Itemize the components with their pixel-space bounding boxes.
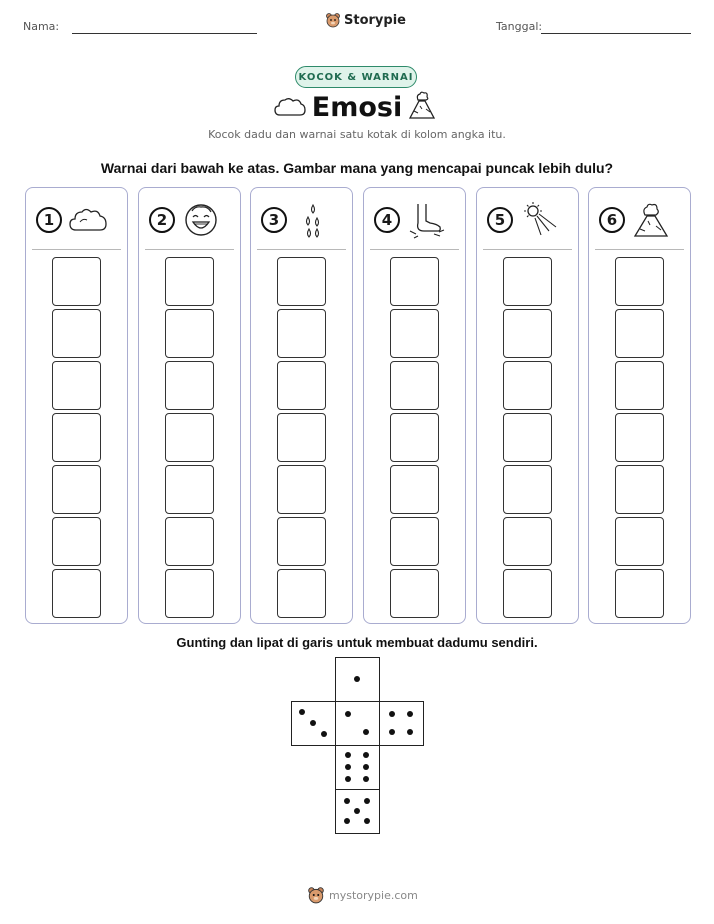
column-1 [25,187,128,624]
date-label: Tanggal: [496,20,543,33]
pip [310,720,316,726]
color-box[interactable] [615,413,664,462]
column-divider [145,249,234,250]
color-box[interactable] [503,361,552,410]
dice-face-6 [335,745,380,790]
drops-icon [293,200,333,240]
color-box[interactable] [277,361,326,410]
color-box[interactable] [277,413,326,462]
number-circle: 6 [599,207,625,233]
color-box[interactable] [615,569,664,618]
pip [344,798,350,804]
cut-instruction: Gunting dan lipat di garis untuk membuat dadumu sendiri. [176,635,538,650]
column-divider [483,249,572,250]
bear-mascot-icon [325,12,341,28]
number-circle: 2 [149,207,175,233]
pip [407,711,413,717]
color-box[interactable] [52,517,101,566]
pip [363,752,369,758]
cloud-icon [68,200,108,240]
column-divider [595,249,684,250]
dice-face-4 [379,701,424,746]
pip [345,776,351,782]
brand-name: Storypie [344,12,406,28]
stomping-foot-icon [406,200,446,240]
color-box[interactable] [52,569,101,618]
dice-face-2 [335,701,380,746]
color-box[interactable] [277,517,326,566]
color-box[interactable] [390,257,439,306]
number-circle: 5 [487,207,513,233]
column-5 [476,187,579,624]
column-header [149,200,221,240]
color-box[interactable] [615,309,664,358]
column-6 [588,187,691,624]
column-divider [32,249,121,250]
pip [363,729,369,735]
column-header [599,200,671,240]
pip [345,752,351,758]
column-header [36,200,108,240]
color-box[interactable] [52,361,101,410]
name-line[interactable] [72,33,257,34]
sun-rays-icon [519,200,559,240]
color-box[interactable] [165,309,214,358]
color-box[interactable] [52,465,101,514]
pip [321,731,327,737]
color-box[interactable] [52,413,101,462]
subtitle: Kocok dadu dan warnai satu kotak di kolom angka itu. [208,128,506,141]
color-box[interactable] [165,361,214,410]
bear-mascot-icon [307,886,325,904]
pip [389,711,395,717]
pip [354,808,360,814]
pip [407,729,413,735]
color-box[interactable] [503,413,552,462]
dice-face-5 [335,789,380,834]
column-header [374,200,446,240]
color-box[interactable] [165,257,214,306]
color-box[interactable] [277,257,326,306]
color-box[interactable] [615,465,664,514]
color-box[interactable] [390,309,439,358]
color-box[interactable] [165,413,214,462]
color-box[interactable] [503,257,552,306]
color-box[interactable] [390,413,439,462]
date-line[interactable] [541,33,691,34]
number-circle: 4 [374,207,400,233]
pip [363,764,369,770]
column-header [261,200,333,240]
column-3 [250,187,353,624]
color-box[interactable] [503,465,552,514]
color-box[interactable] [503,517,552,566]
color-box[interactable] [165,569,214,618]
column-4 [363,187,466,624]
column-header [487,200,559,240]
dice-face-3 [291,701,336,746]
color-box[interactable] [615,257,664,306]
pip [354,676,360,682]
color-box[interactable] [503,309,552,358]
pip [344,818,350,824]
color-box[interactable] [165,517,214,566]
activity-badge: KOCOK & WARNAI [295,66,417,88]
color-box[interactable] [615,361,664,410]
volcano-icon [408,90,436,120]
pip [364,798,370,804]
color-box[interactable] [390,465,439,514]
color-box[interactable] [277,569,326,618]
column-divider [370,249,459,250]
name-label: Nama: [23,20,60,33]
pip [364,818,370,824]
color-box[interactable] [503,569,552,618]
number-circle: 1 [36,207,62,233]
pip [345,711,351,717]
pip [389,729,395,735]
color-box[interactable] [390,569,439,618]
color-box[interactable] [277,465,326,514]
column-2 [138,187,241,624]
number-circle: 3 [261,207,287,233]
brand-logo [325,12,406,28]
dice-face-1 [335,657,380,702]
footer [307,886,418,904]
pip [345,764,351,770]
color-box[interactable] [52,257,101,306]
pip [299,709,305,715]
color-box[interactable] [52,309,101,358]
color-box[interactable] [277,309,326,358]
color-box[interactable] [615,517,664,566]
column-divider [257,249,346,250]
laughing-face-icon [181,200,221,240]
color-box[interactable] [165,465,214,514]
color-box[interactable] [390,361,439,410]
page-title: Emosi [311,92,403,123]
volcano-icon [631,200,671,240]
instruction-text: Warnai dari bawah ke atas. Gambar mana yang mencapai puncak lebih dulu? [100,160,614,176]
color-box[interactable] [390,517,439,566]
pip [363,776,369,782]
footer-url[interactable]: mystorypie.com [329,888,418,902]
